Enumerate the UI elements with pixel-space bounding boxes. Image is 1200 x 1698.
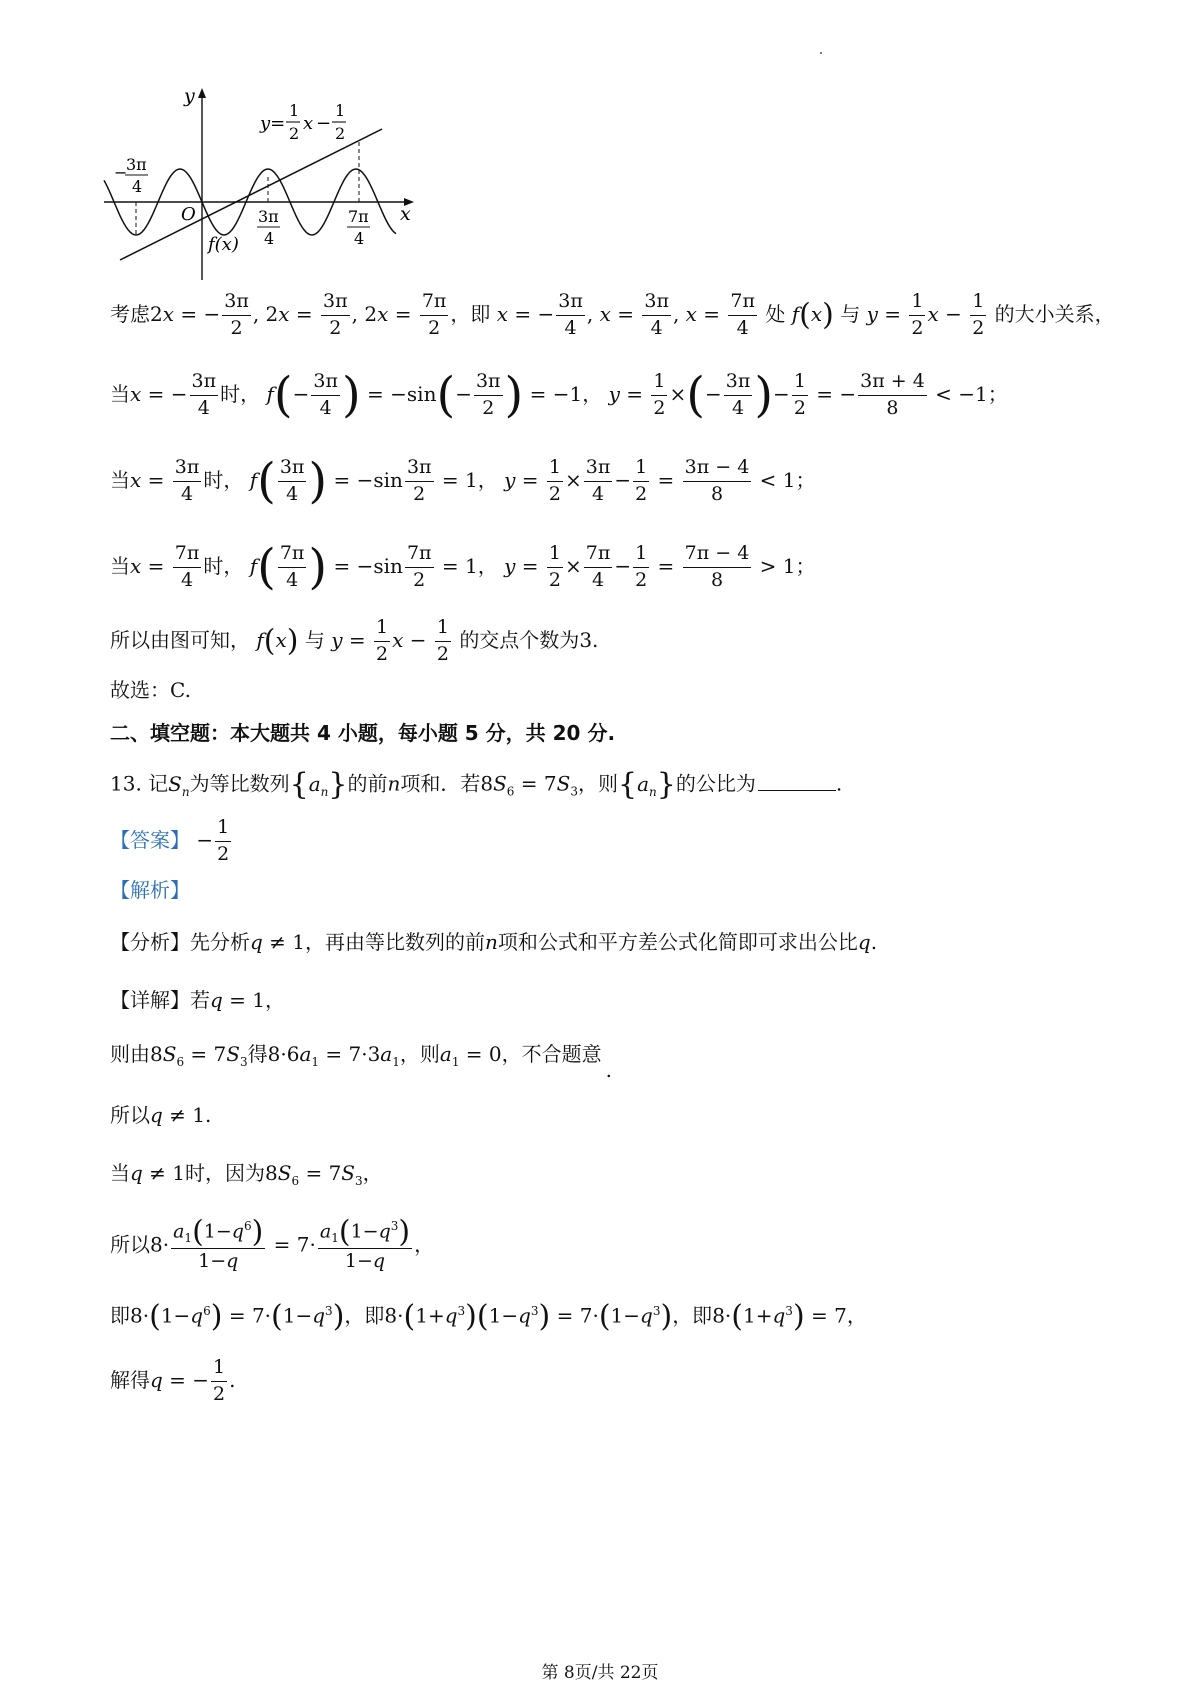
- text-consider: 考虑: [110, 301, 150, 326]
- text-jiede: 解得: [110, 1367, 150, 1392]
- fenxi-c: 项和公式和平方差公式化简即可求出公比: [497, 930, 858, 954]
- jiexi-tag: 【解析】: [110, 878, 190, 902]
- text-yu-2: 与: [304, 627, 325, 652]
- text-when-1: 当: [110, 381, 130, 406]
- answer-choice: 故选：C.: [110, 678, 191, 702]
- q13-f: 的公比为: [675, 771, 756, 796]
- page-footer: 第 8页/共 22页: [541, 1663, 659, 1683]
- text-yinwei: 时，因为: [185, 1161, 266, 1185]
- tick-neg-den: 4: [132, 177, 143, 196]
- q13-d: 项和．若: [400, 771, 481, 796]
- answer-tag: 【答案】: [110, 827, 190, 852]
- line-label-den1: 2: [289, 124, 300, 143]
- scan-dot: [820, 52, 822, 54]
- text-yu: 与: [840, 301, 861, 326]
- section-heading: 二、填空题：本大题共 4 小题，每小题 5 分，共 20 分.: [110, 721, 616, 745]
- origin-label: O: [181, 204, 196, 225]
- analysis-line: 【分析】先分析q ≠ 1，再由等比数列的前n项和公式和平方差公式化简即可求出公比q.: [110, 930, 878, 954]
- text-zeyou: 则由: [110, 1042, 150, 1066]
- text-period: .: [592, 627, 599, 652]
- detail-line-1: 【详解】若q = 1，: [110, 988, 286, 1012]
- detail-line-3: 所以q ≠ 1.: [110, 1103, 212, 1127]
- text-chu: 处: [765, 301, 786, 326]
- line-label-prefix: y=: [260, 113, 286, 134]
- line-label-var: x: [303, 113, 314, 134]
- case-1-line: 当x = − $\frac{3\pi}{4}$ 时， f(− $\frac{3\pi}{4}$ ) = −sin(− $\frac{3\pi}{2}$ ) = −1， y = $\frac{1}{2}$ ×(− $\frac{3\pi}{4}$ )− $\frac{1}{2}$ = − $\frac{3\pi + 4}{8}$ < −1；: [110, 367, 1008, 424]
- text-de: 得: [247, 1042, 268, 1066]
- case-3-line: 当x = $\frac{7\pi}{4}$ 时， f( $\frac{7\pi}{4}$ ) = −sin $\frac{7\pi}{2}$ = 1， y = $\frac{1}{2}$ × $\frac{7\pi}{4}$ − $\frac{1}{2}$ = $\frac{7\pi - 4}{8}$ > 1；: [110, 539, 816, 596]
- text-suoyi-1: 所以: [110, 1103, 150, 1127]
- text-ruo: 若: [190, 988, 210, 1012]
- func-label: f(x): [208, 234, 239, 255]
- xiangjie-tag: 【详解】: [110, 988, 190, 1012]
- tick-neg-sign: −: [114, 163, 128, 182]
- tick-1-num: 3π: [258, 207, 279, 226]
- line-label-num1: 1: [289, 101, 300, 120]
- detail-line-6: 即$8\cdot(1-q^6) = 7\cdot(1-q^3)$，即$8\cdot(1+q^3)(1-q^3) = 7\cdot(1-q^3)$，即$8\cdot(1+q^3) = 7$，: [110, 1299, 867, 1335]
- text-ji2-b: ，即: [672, 1303, 713, 1328]
- tick-1-den: 4: [264, 229, 275, 248]
- fenxi-tag: 【分析】: [110, 930, 190, 954]
- text-ie: ，即: [450, 301, 491, 326]
- q13-b: 为等比数列: [189, 771, 290, 796]
- answer-line: 【答案】 − $\frac{1}{2}$: [110, 816, 230, 865]
- conclusion-line: 所以由图可知， f(x) 与 y = $\frac{1}{2}$ x − $\frac{1}{2}$ 的交点个数为3.: [110, 616, 599, 665]
- line-label-num2: 1: [335, 101, 346, 120]
- text-ze: ，则: [399, 1042, 440, 1066]
- q13-e: ，则: [577, 771, 618, 796]
- text-jiaodian: 的交点个数为: [459, 627, 580, 652]
- text-when-3: 当: [110, 553, 130, 578]
- function-graph: [100, 84, 420, 284]
- q13-c: 的前: [347, 771, 388, 796]
- text-suoyi-2: 所以: [110, 1232, 150, 1257]
- y-axis-label: y: [184, 85, 195, 107]
- detail-line-2: 则由$8S_6 = 7S_3$得$8\cdot 6a_1 = 7\cdot 3a_1$，则$a_1 = 0$，不合题意.: [110, 1042, 613, 1082]
- text-ji2-a: ，即: [344, 1303, 385, 1328]
- fenxi-b: ，再由等比数列的前: [305, 930, 486, 954]
- tick-2-num: 7π: [348, 207, 369, 226]
- detail-line-5: 所以8· $\frac{a_1(1-q^6)}{1-q}$ = 7· $\frac{a_1(1-q^3)}{1-q}$ ，: [110, 1214, 435, 1272]
- case-2-line: 当x = $\frac{3\pi}{4}$ 时， f( $\frac{3\pi}{4}$ ) = −sin $\frac{3\pi}{2}$ = 1， y = $\frac{1}{2}$ × $\frac{3\pi}{4}$ − $\frac{1}{2}$ = $\frac{3\pi - 4}{8}$ < 1；: [110, 453, 816, 510]
- text-shi-1: 时，: [220, 381, 261, 406]
- question-13: 13. 记$S_n$为等比数列$\{a_n\}$的前n项和．若$8S_6 = 7S_3$，则$\{a_n\}$的公比为 .: [110, 767, 843, 802]
- consider-line: 考虑2x = − $\frac{3\pi}{2}$ , 2x = $\frac{3\pi}{2}$ , 2x = $\frac{7\pi}{2}$ ，即 x = − $\frac{3\pi}{4}$ , x = $\frac{3\pi}{4}$ , x = $\frac{7\pi}{4}$ 处 f(x) 与 y = $\frac{1}{2}$ x − $\frac{1}{2}$ 的大小关系，: [110, 290, 1115, 339]
- q13-a: 13. 记: [110, 771, 169, 796]
- line-label-minus: −: [316, 113, 332, 134]
- text-shi-3: 时，: [203, 553, 244, 578]
- text-suoyi-tu: 所以由图可知，: [110, 627, 250, 652]
- x-axis-label: x: [400, 203, 411, 225]
- text-three: 3: [579, 627, 593, 652]
- detail-line-7: 解得q = − $\frac{1}{2}$ .: [110, 1356, 236, 1405]
- tick-neg-num: 3π: [126, 155, 147, 174]
- text-when-2: 当: [110, 467, 130, 492]
- text-shi-2: 时，: [203, 467, 244, 492]
- text-when-4: 当: [110, 1161, 130, 1185]
- fenxi-a: 先分析: [190, 930, 250, 954]
- detail-line-4: 当q ≠ 1时，因为$8S_6 = 7S_3$，: [110, 1161, 383, 1188]
- line-label-den2: 2: [335, 124, 346, 143]
- answer-blank: [758, 774, 836, 791]
- tick-2-den: 4: [354, 229, 365, 248]
- text-ji: 即: [110, 1303, 130, 1328]
- text-compare: 的大小关系，: [994, 301, 1115, 326]
- text-buhe: ，不合题意: [501, 1042, 602, 1066]
